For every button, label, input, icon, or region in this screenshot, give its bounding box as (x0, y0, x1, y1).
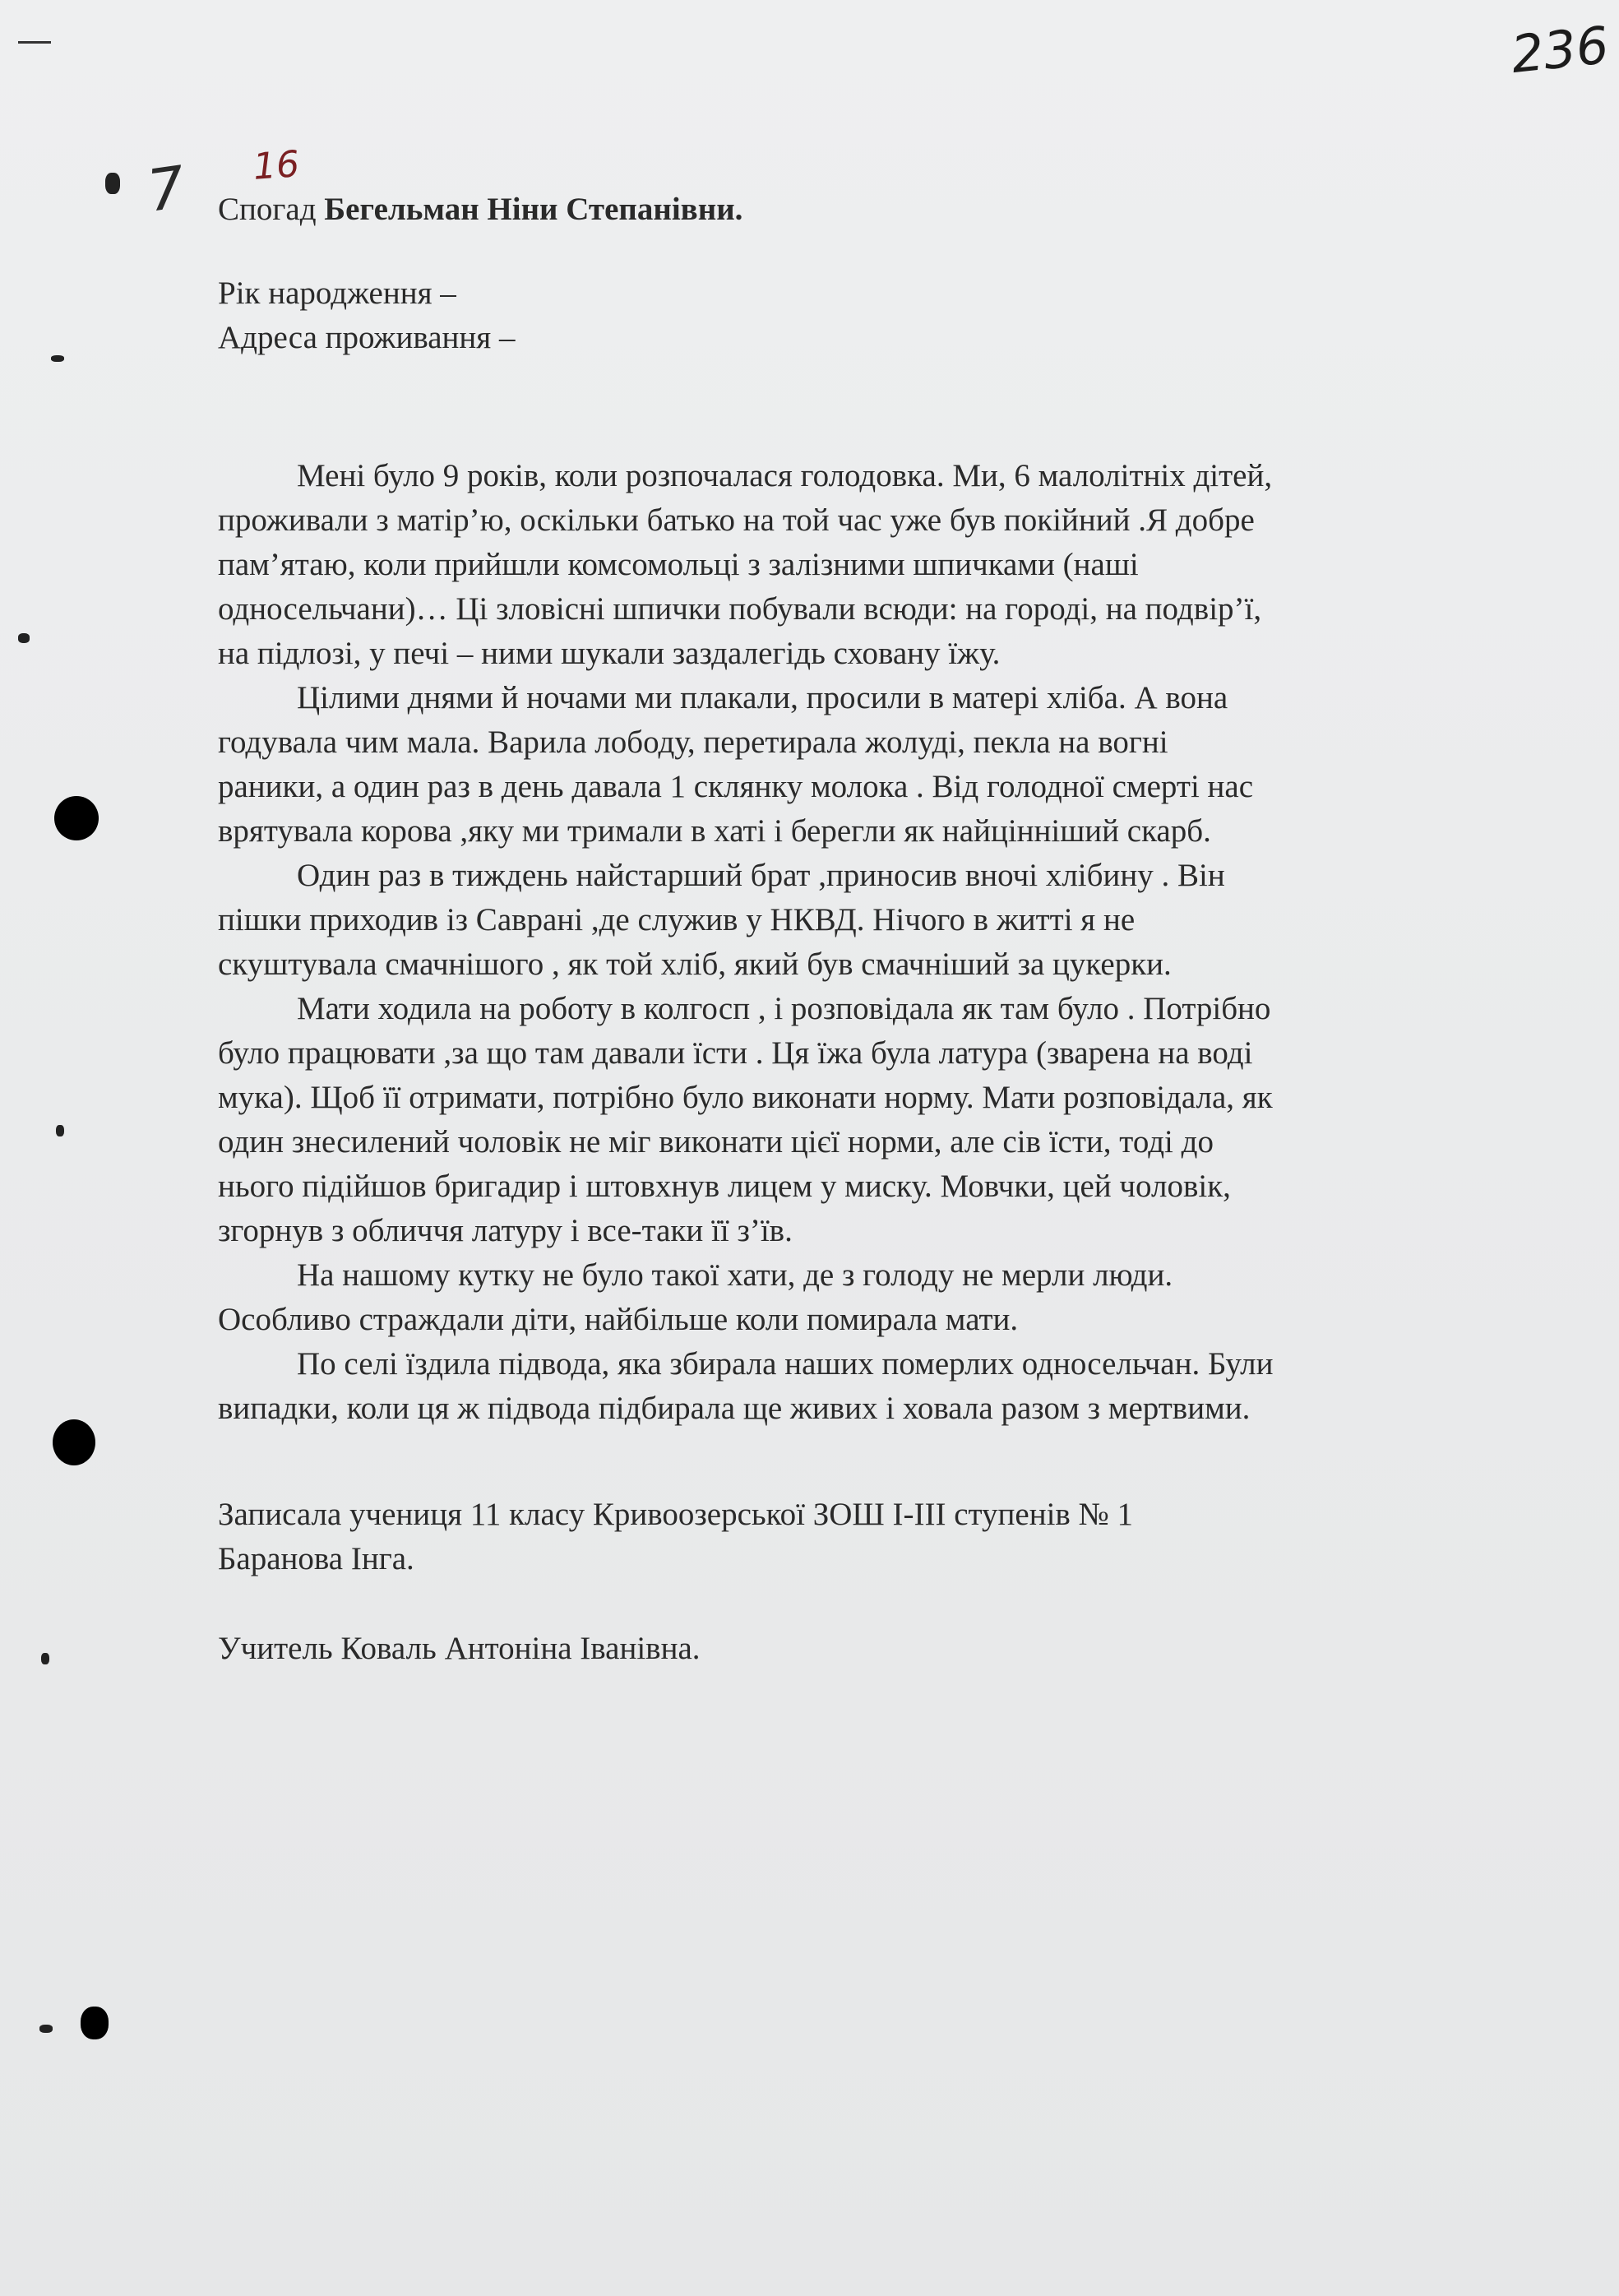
punch-hole-top (54, 796, 99, 840)
title-name: Бегельман Ніни Степанівни. (324, 192, 743, 227)
body-line: мука). Щоб її отримати, потрібно було виконати норму. Мати розповідала, як (218, 1080, 1273, 1115)
margin-speck (41, 1653, 49, 1664)
body-line: згорнув з обличчя латуру і все-таки її з’їв. (218, 1213, 793, 1248)
body-line: один знесилений чоловік не міг виконати цієї норми, але сів їсти, тоді до (218, 1124, 1214, 1160)
body-line: Мати ходила на роботу в колгосп , і розповідала як там було . Потрібно (297, 991, 1271, 1026)
body-line: По селі їздила підвода, яка збирала наших померлих односельчан. Були (297, 1346, 1274, 1382)
punch-hole-low (81, 2007, 109, 2039)
address-label: Адреса проживання – (218, 320, 516, 355)
body-line: Один раз в тиждень найстарший брат ,приносив вночі хлібину . Він (297, 858, 1225, 893)
recorded-by-line-1: Записала учениця 11 класу Кривоозерської ЗОШ І-ІІІ ступенів № 1 (218, 1497, 1134, 1532)
body-line: нього підійшов бригадир і штовхнув лицем у миску. Мовчки, цей чоловік, (218, 1169, 1231, 1204)
body-line: було працювати ,за що там давали їсти . Ця їжа була латура (зварена на воді (218, 1035, 1253, 1071)
body-line: випадки, коли ця ж підвода підбирала ще живих і ховала разом з мертвими. (218, 1391, 1251, 1426)
testimony-body (218, 454, 1513, 1431)
body-line: На нашому кутку не було такої хати, де з голоду не мерли люди. (297, 1257, 1173, 1293)
body-line: врятувала корова ,яку ми тримали в хаті і берегли як найцінніший скарб. (218, 813, 1211, 849)
margin-speck (39, 2025, 53, 2033)
margin-speck (51, 355, 64, 362)
body-line: годувала чим мала. Варила лободу, перетирала жолуді, пекла на вогні (218, 724, 1168, 760)
body-line: раники, а один раз в день давала 1 склянку молока . Від голодної смерті нас (218, 769, 1254, 804)
margin-speck (18, 633, 30, 643)
body-line: Особливо страждали діти, найбільше коли помирала мати. (218, 1302, 1019, 1337)
body-line: скуштувала смачнішого , як той хліб, який був смачніший за цукерки. (218, 947, 1172, 982)
body-line: на підлозі, у печі – ними шукали заздалегідь сховану їжу. (218, 636, 1001, 671)
punch-hole-bottom (53, 1419, 95, 1465)
title-prefix: Спогад (218, 192, 325, 227)
teacher-line (218, 1627, 1517, 1671)
edge-mark (18, 41, 51, 44)
body-line: односельчани)… Ці зловісні шпички побували всюди: на городі, на подвір’ї, (218, 591, 1262, 627)
body-line: пішки приходив із Саврані ,де служив у НКВД. Нічого в житті я не (218, 902, 1136, 937)
body-line: пам’ятаю, коли прийшли комсомольці з залізними шпичками (наші (218, 547, 1139, 582)
personal-info (218, 271, 1517, 360)
body-line: Цілими днями й ночами ми плакали, просили в матері хліба. А вона (297, 680, 1228, 715)
document-title (218, 187, 1517, 232)
margin-speck (105, 173, 120, 194)
handwritten-index-red: 16 (252, 143, 301, 188)
handwritten-index-black: 7 (143, 153, 190, 225)
recorded-by (218, 1493, 1517, 1581)
recorded-by-line-2: Баранова Інга. (218, 1541, 414, 1576)
body-line: Мені було 9 років, коли розпочалася голодовка. Ми, 6 малолітніх дітей, (297, 458, 1273, 493)
teacher-name: Учитель Коваль Антоніна Іванівна. (218, 1631, 701, 1666)
margin-speck (56, 1125, 64, 1136)
body-line: проживали з матір’ю, оскільки батько на той час уже був покійний .Я добре (218, 502, 1255, 538)
handwritten-page-number: 236 (1508, 15, 1612, 85)
birth-year-label: Рік народження – (218, 275, 456, 311)
